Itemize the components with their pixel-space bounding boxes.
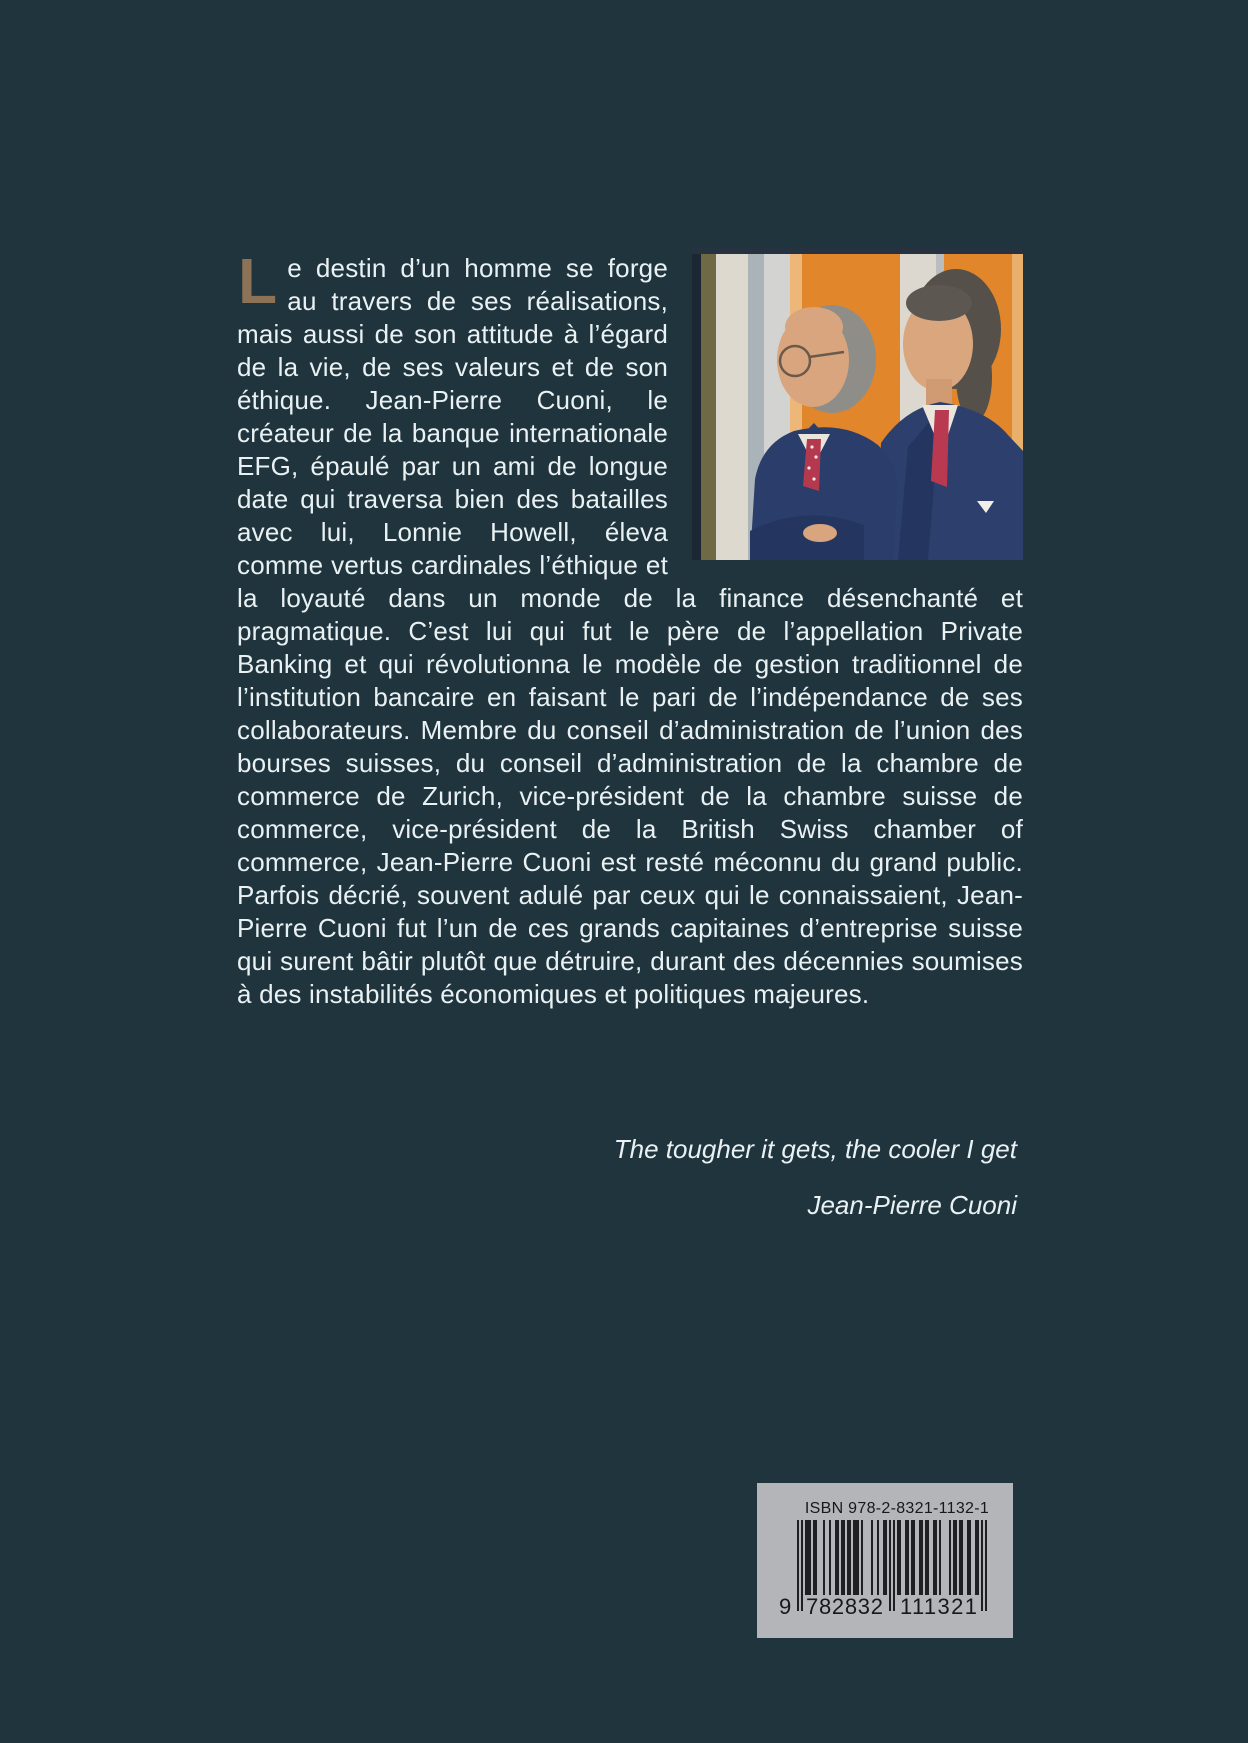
ean-digits-group2: 111321 [900,1594,977,1619]
portrait-photo [692,247,1023,560]
synopsis-block [237,245,1023,1011]
ean-digits-group1: 782832 [806,1594,883,1619]
isbn-barcode [757,1483,1013,1638]
synopsis-text: e destin d’un homme se forge au travers de ses réalisations, mais aussi de son attitude à l’égard de la vie, de ses valeurs et de son éthique. Jean-Pierre Cuoni, le créateur de la banque internationale EFG, épaulé par un ami de longue date qui traversa bien des batailles avec lui, Lonnie Howell, éleva comme vertus cardinales l’éthique et la loyauté dans un monde de la finance désenchanté et pragmatique. C’est lui qui fut le père de l’appellation Private Banking et qui révolutionna le modèle de gestion traditionnel de l’institution bancaire en faisant le pari de l’indépendance de ses collaborateurs. Membre du conseil d’administration de l’union des bourses suisses, du conseil d’administration de la chambre de commerce de Zurich, vice-président de la chambre suisse de commerce, vice-président de la British Swiss chamber of commerce, Jean-Pierre Cuoni est resté méconnu du grand public. Parfois décrié, souvent adulé par ceux qui le connaissaient, Jean-Pierre Cuoni fut l’un de ces grands capitaines d’entreprise suisse qui surent bâtir plutôt que détruire, durant des décennies soumises à des instabilités économiques et politiques majeures. [237,253,1023,1009]
ean-digit-left: 9 [779,1594,792,1619]
quote-attribution: Jean-Pierre Cuoni [807,1190,1017,1220]
portrait-photo-image [692,247,1023,560]
dropcap-letter: L [238,245,278,317]
isbn-label: ISBN 978-2-8321-1132-1 [804,1500,990,1517]
quote-text: The tougher it gets, the cooler I get [613,1134,1017,1164]
quote-block [614,1134,1017,1220]
